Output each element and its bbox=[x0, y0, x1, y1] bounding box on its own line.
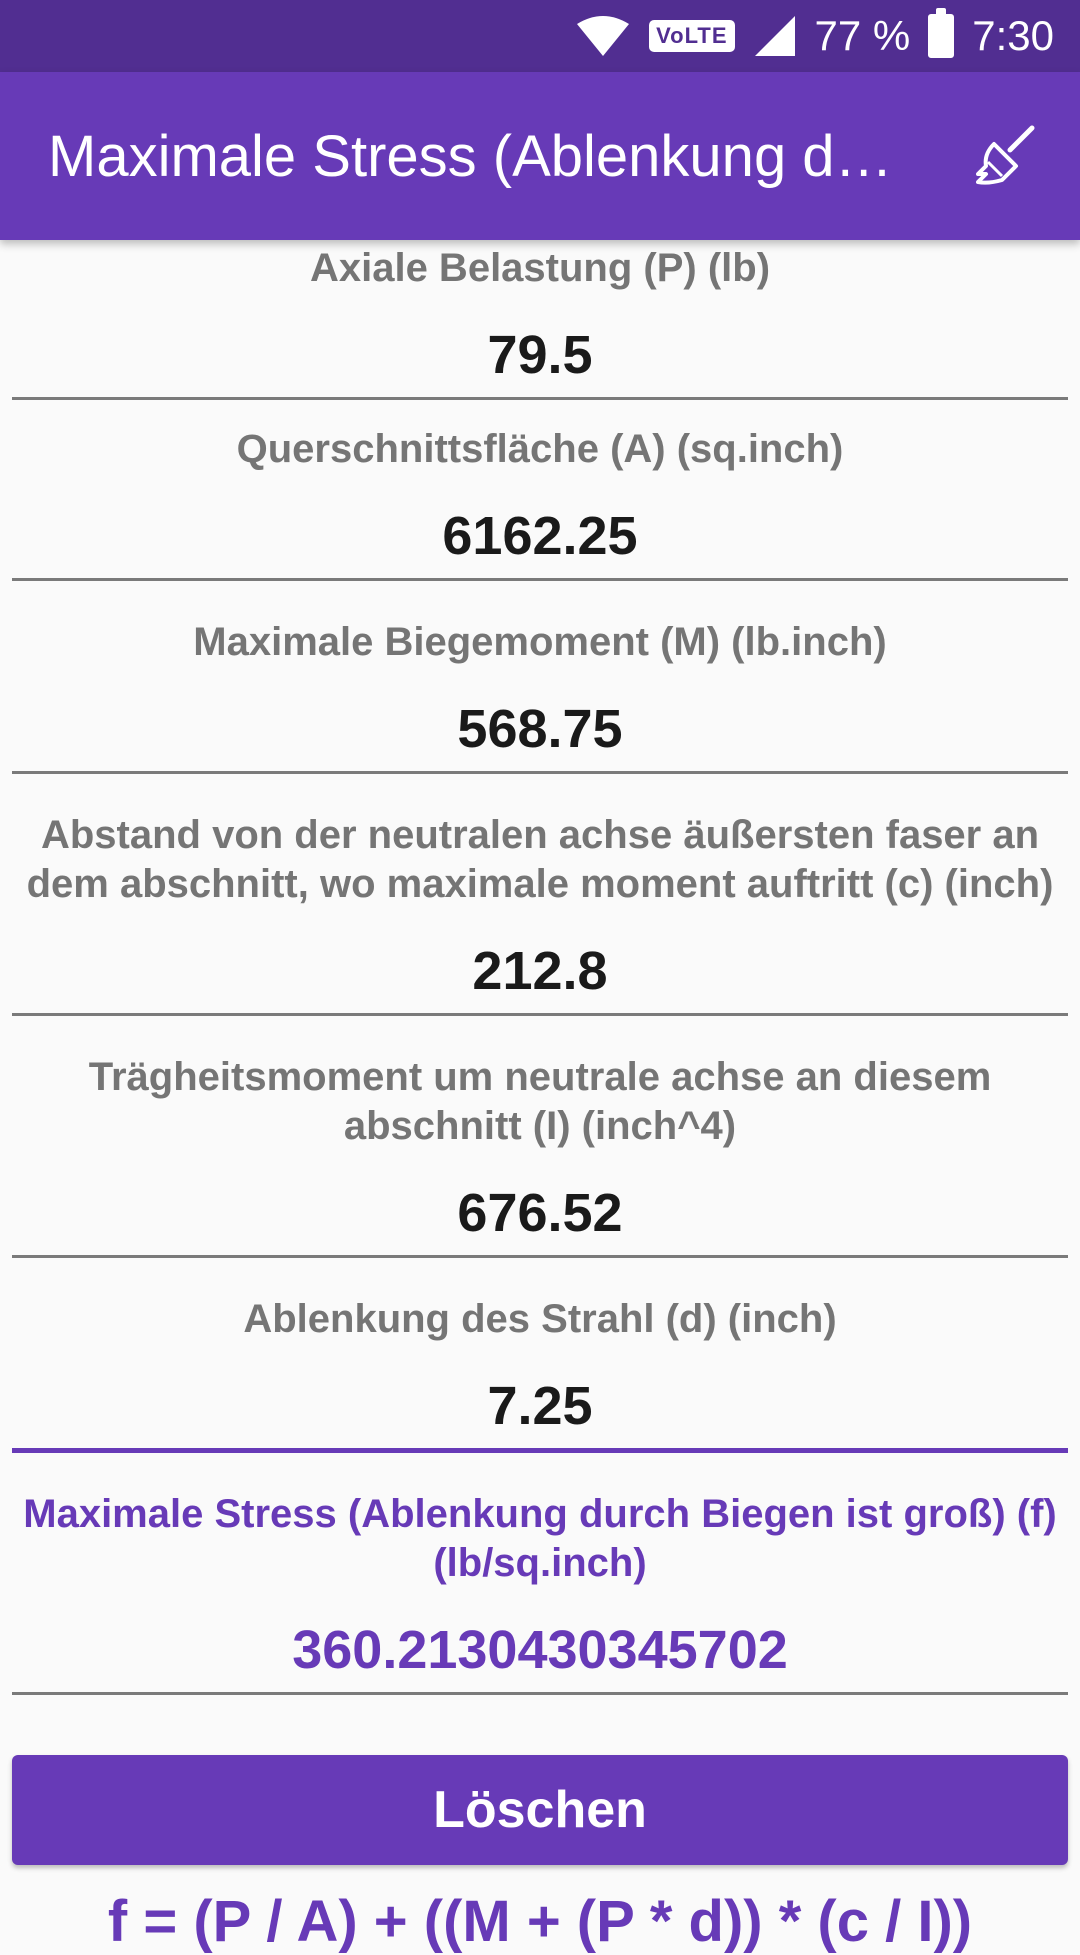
field-label: Abstand von der neutralen achse äußersten faser an dem abschnitt, wo maximale moment auftritt (c) (inch) bbox=[26, 813, 1054, 906]
field-label: Axiale Belastung (P) (lb) bbox=[309, 246, 771, 290]
field-value-input[interactable]: 7.25 bbox=[487, 1376, 593, 1436]
wifi-icon bbox=[575, 14, 631, 58]
field-label: Maximale Biegemoment (M) (lb.inch) bbox=[193, 620, 887, 664]
formula-text: f = (P / A) + ((M + (P * d)) * (c / I)) bbox=[107, 1889, 973, 1954]
field-axial-load[interactable] bbox=[0, 240, 1080, 405]
field-value-input[interactable]: 6162.25 bbox=[442, 506, 638, 566]
field-value-input[interactable]: 79.5 bbox=[487, 325, 593, 385]
field-beam-deflection[interactable] bbox=[0, 1275, 1080, 1470]
app-bar bbox=[0, 72, 1080, 240]
field-value-input[interactable]: 676.52 bbox=[457, 1183, 623, 1243]
result-value: 360.2130430345702 bbox=[292, 1620, 788, 1680]
volte-icon: VoLTE bbox=[649, 20, 734, 52]
field-cross-section-area[interactable] bbox=[0, 405, 1080, 598]
broom-icon[interactable] bbox=[968, 120, 1040, 192]
battery-icon bbox=[928, 14, 954, 58]
field-moment-of-inertia[interactable] bbox=[0, 1033, 1080, 1275]
result-underline bbox=[12, 1692, 1068, 1695]
status-bar bbox=[0, 0, 1080, 72]
clock: 7:30 bbox=[972, 12, 1054, 59]
signal-icon bbox=[753, 14, 797, 58]
page-title: Maximale Stress (Ablenkung d… bbox=[48, 123, 893, 189]
field-underline-focused bbox=[12, 1448, 1068, 1453]
field-label: Ablenkung des Strahl (d) (inch) bbox=[243, 1297, 837, 1341]
field-label: Trägheitsmoment um neutrale achse an diesem abschnitt (I) (inch^4) bbox=[88, 1055, 992, 1148]
field-underline bbox=[12, 578, 1068, 581]
result-max-stress bbox=[0, 1470, 1080, 1712]
field-value-input[interactable]: 212.8 bbox=[472, 941, 608, 1001]
form bbox=[0, 240, 1080, 1712]
result-label: Maximale Stress (Ablenkung durch Biegen ist groß) (f) (lb/sq.inch) bbox=[23, 1492, 1057, 1585]
field-neutral-axis-distance[interactable] bbox=[0, 791, 1080, 1033]
battery-percent: 77 % bbox=[814, 12, 911, 59]
field-underline bbox=[12, 1013, 1068, 1016]
field-max-bending-moment[interactable] bbox=[0, 598, 1080, 791]
field-label: Querschnittsfläche (A) (sq.inch) bbox=[236, 427, 844, 471]
field-underline bbox=[12, 771, 1068, 774]
field-value-input[interactable]: 568.75 bbox=[457, 699, 623, 759]
clear-button[interactable]: Löschen bbox=[12, 1755, 1068, 1865]
field-underline bbox=[12, 1255, 1068, 1258]
field-underline bbox=[12, 397, 1068, 400]
